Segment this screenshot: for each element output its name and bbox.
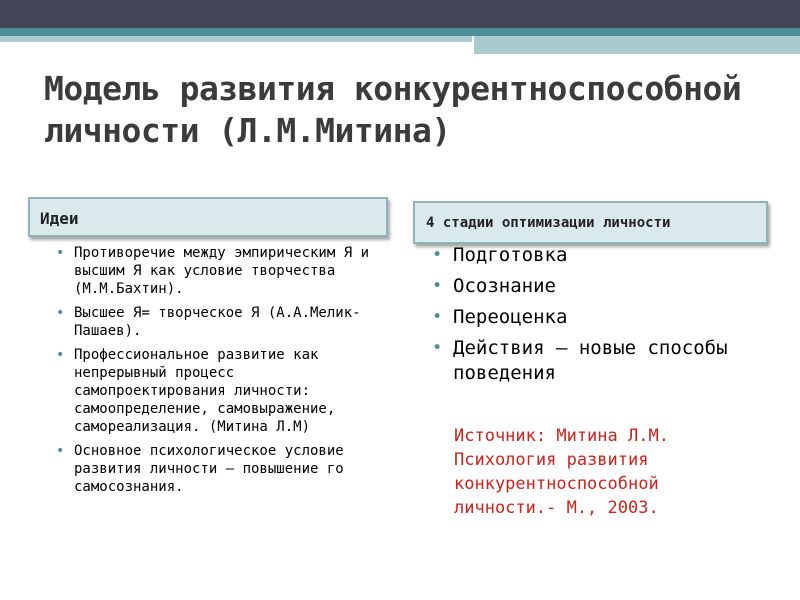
list-item: • Основное психологическое условие развития личности – повышение го самосознания. — [56, 442, 386, 496]
list-item: • Высшее Я= творческое Я (А.А.Мелик-Пашаев). — [56, 304, 386, 340]
source-citation: Источник: Митина Л.М. Психология развития конкурентноспособной личности.- М., 2003. — [454, 426, 669, 518]
teal-strip — [0, 28, 800, 36]
list-item: • Противоречие между эмпирическим Я и высшим Я как условие творчества (М.М.Бахтин). — [56, 244, 386, 298]
list-item: • Осознание — [432, 274, 762, 299]
top-bar — [0, 0, 800, 28]
light-strip-left — [0, 36, 472, 42]
stages-list — [432, 243, 762, 392]
slide-title: Модель развития конкурентноспособной личности (Л.М.Митина) — [44, 69, 742, 150]
list-item: • Действия – новые способы поведения — [432, 336, 762, 386]
list-item: • Переоценка — [432, 305, 762, 330]
light-strip-right — [474, 36, 800, 54]
list-item: • Профессиональное развитие как непрерывный процесс самопроектирования личности: самоопределение, самовыражение, самореализация. (Митина Л.М) — [56, 346, 386, 436]
stages-header: 4 стадии оптимизации личности — [413, 201, 768, 244]
ideas-header: Идеи — [28, 197, 388, 237]
list-item: • Подготовка — [432, 243, 762, 268]
ideas-list — [56, 244, 386, 502]
